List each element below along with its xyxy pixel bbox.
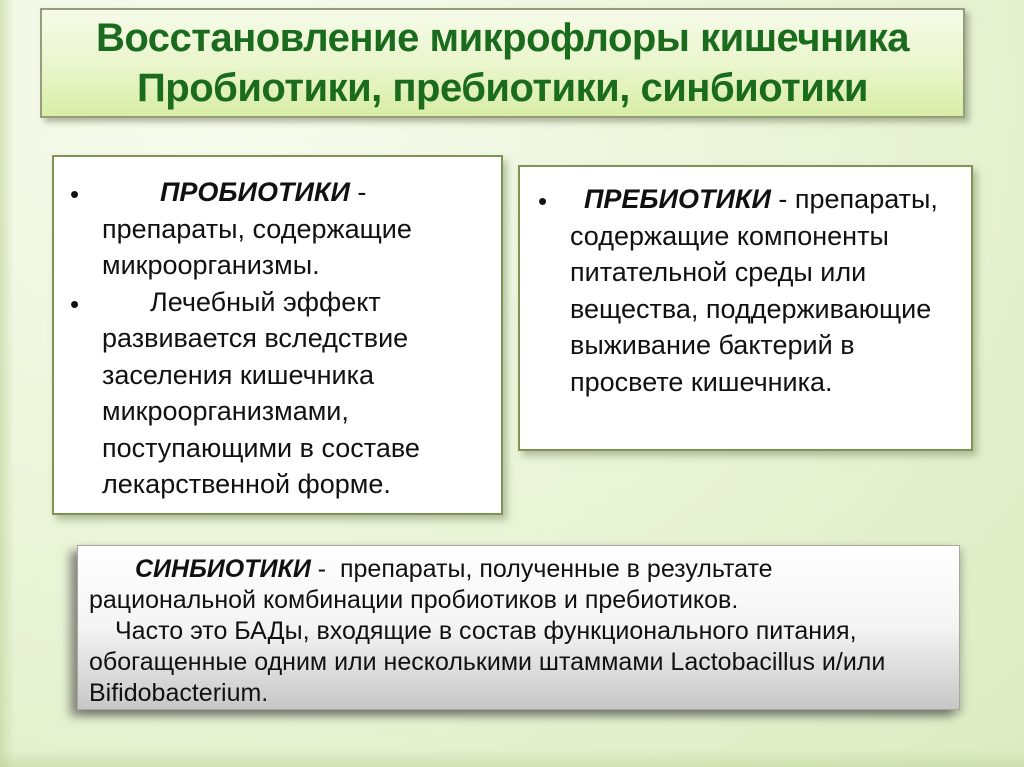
text-line: заселения кишечника: [102, 359, 375, 390]
text-line: выживание бактерий в: [570, 330, 855, 360]
text-line: [89, 554, 949, 585]
probiotics-effect-text: [102, 284, 493, 503]
prebiotics-definition-item: [538, 181, 965, 400]
bullet-icon: •: [70, 288, 80, 319]
text-line: рациональной комбинации пробиотиков и пребиотиков.: [89, 586, 739, 614]
probiotics-term: ПРОБИОТИКИ: [160, 177, 350, 207]
text-line: [102, 174, 493, 211]
prebiotics-term-rest: - препараты,: [770, 184, 938, 214]
text-line: лекарственной форме.: [102, 469, 391, 499]
text-line: Bifidobacterium.: [89, 679, 269, 707]
prebiotics-term: ПРЕБИОТИКИ: [584, 184, 771, 214]
text-line: препараты, содержащие: [102, 213, 412, 244]
prebiotics-definition-text: [570, 181, 965, 400]
text-line: содержащие компоненты: [570, 220, 889, 251]
probiotics-effect-item: [70, 284, 493, 503]
prebiotics-panel: [518, 165, 973, 451]
text-line: Часто это БАДы, входящие в состав функционального питания,: [115, 617, 857, 645]
synbiotics-term-rest: - препараты, полученные в результате: [310, 555, 773, 583]
probiotics-definition-item: [70, 174, 493, 284]
text-line: питательной среды или: [570, 257, 867, 287]
text-line: Лечебный эффект: [150, 286, 381, 317]
page-title-line-1: Восстановление микрофлоры кишечника: [95, 16, 910, 60]
synbiotics-panel: [77, 545, 960, 710]
probiotics-panel: [52, 155, 503, 515]
title-box: [40, 8, 965, 118]
synbiotics-term: СИНБИОТИКИ: [135, 555, 311, 583]
text-line: микроорганизмами,: [102, 396, 349, 426]
probiotics-term-dash: -: [349, 177, 367, 207]
page-title-line-2: Пробиотики, пребиотики, синбиотики: [137, 66, 868, 110]
text-line: обогащенные одним или несколькими штаммами Lactobacillus и/или: [89, 648, 886, 676]
text-line: [570, 181, 965, 218]
text-line: развивается вследствие: [102, 323, 409, 353]
probiotics-definition-text: [102, 174, 493, 284]
text-line: микроорганизмы.: [102, 250, 320, 280]
bullet-icon: •: [538, 186, 548, 216]
bullet-icon: •: [70, 179, 80, 209]
text-line: просвете кишечника.: [570, 366, 833, 397]
text-line: поступающими в составе: [102, 432, 420, 463]
text-line: вещества, поддерживающие: [570, 293, 932, 324]
